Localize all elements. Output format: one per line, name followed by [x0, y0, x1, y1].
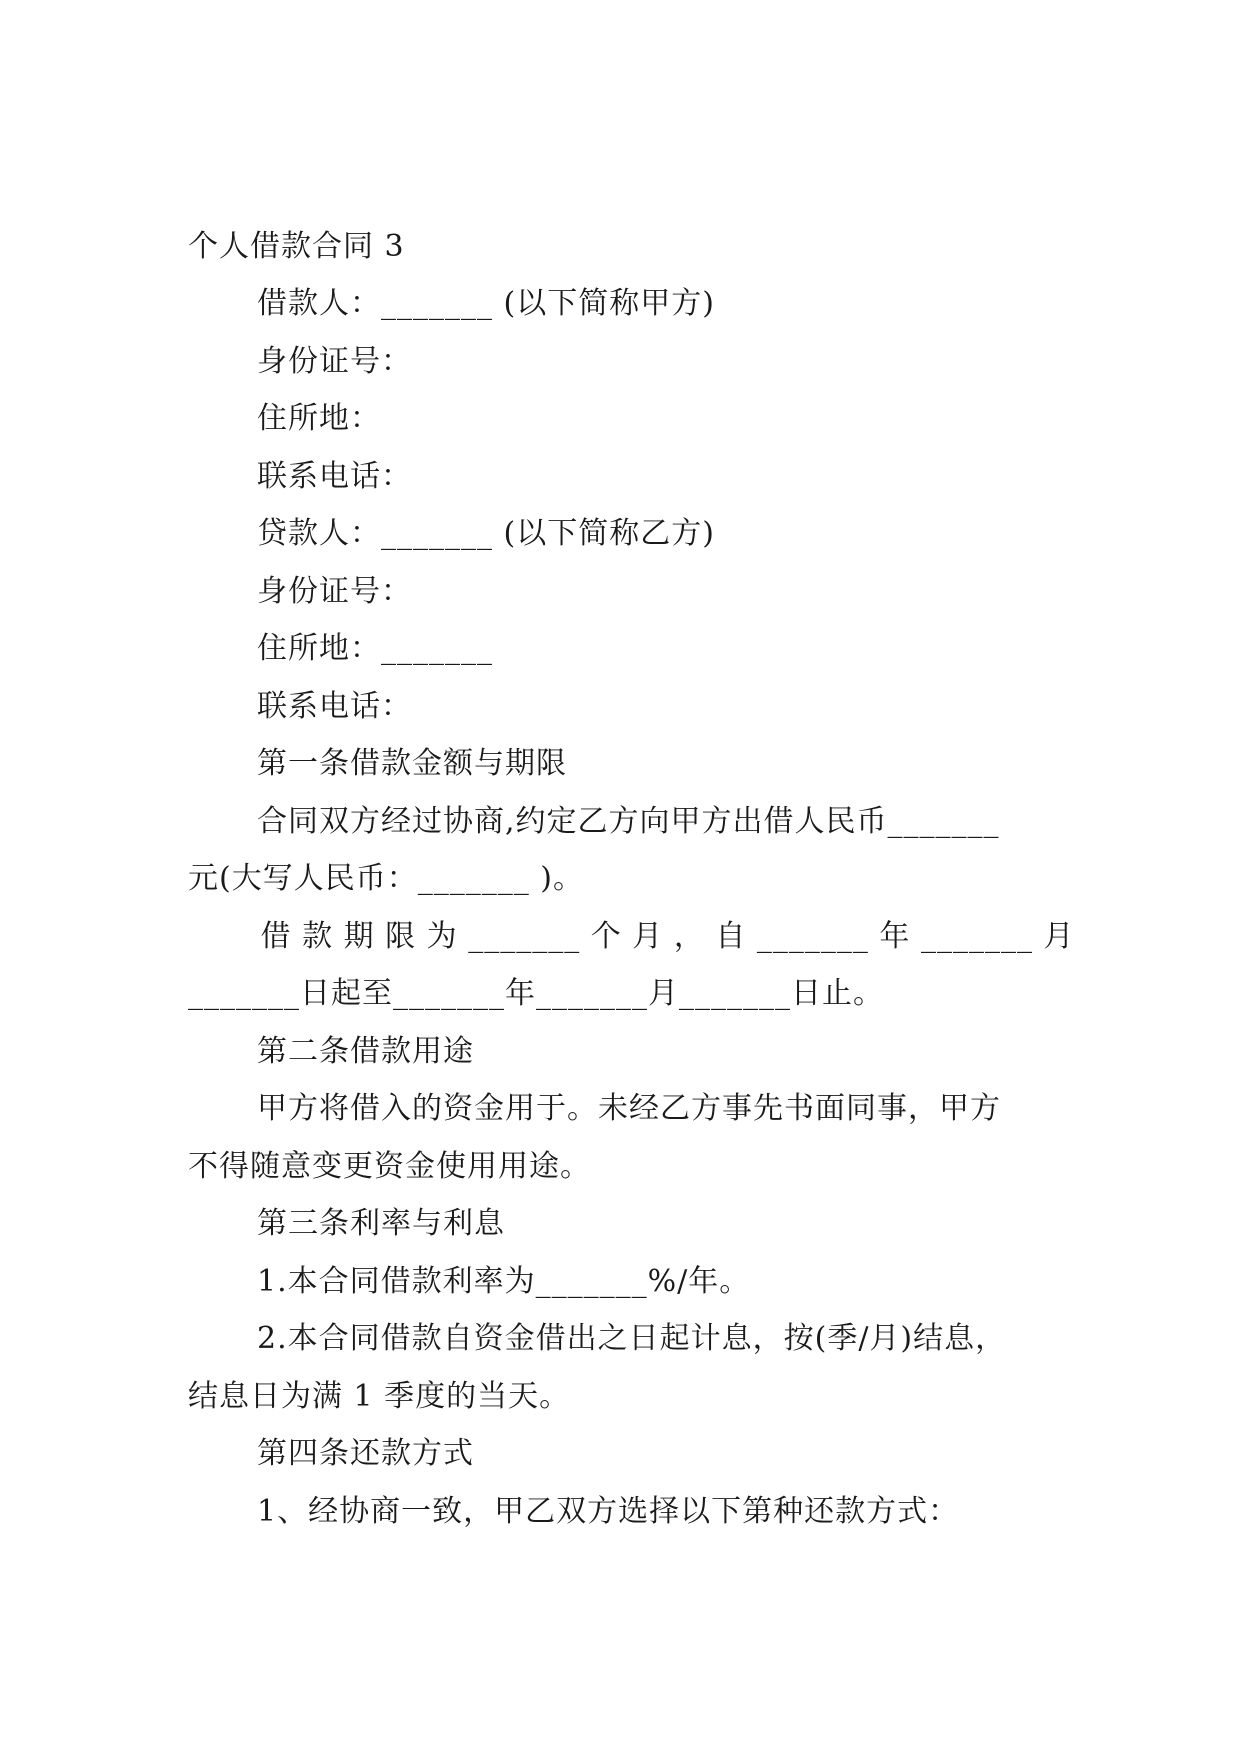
article-one-heading: 第一条借款金额与期限 — [257, 746, 567, 781]
loan-term-line-1: 借 款 期 限 为 _______ 个 月 ， 自 _______ 年 _______ 月 — [250, 919, 1075, 954]
repayment-method-line: 1、经协商一致，甲乙双方选择以下第种还款方式： — [257, 1494, 960, 1529]
interest-rate-line: 1.本合同借款利率为_______%/年。 — [257, 1264, 751, 1299]
loan-term-line-2: _______日起至_______年_______月_______日止。 — [188, 976, 884, 1011]
borrower-id-line: 身份证号： — [257, 344, 412, 379]
document-title: 个人借款合同 3 — [188, 229, 405, 264]
interest-accrual-line-1: 2.本合同借款自资金借出之日起计息，按(季/月)结息， — [257, 1321, 1007, 1356]
lender-id-line: 身份证号： — [257, 574, 412, 609]
borrower-address-line: 住所地： — [257, 401, 381, 436]
article-two-heading: 第二条借款用途 — [257, 1034, 474, 1069]
article-four-heading: 第四条还款方式 — [257, 1436, 474, 1471]
lender-address-line: 住所地：_______ — [257, 631, 493, 666]
article-one-paragraph-line-2: 元(大写人民币：_______ )。 — [188, 861, 584, 896]
borrower-line: 借款人：_______ (以下简称甲方) — [257, 286, 715, 321]
article-three-heading: 第三条利率与利息 — [257, 1206, 505, 1241]
interest-accrual-line-2: 结息日为满 1 季度的当天。 — [188, 1379, 571, 1414]
article-two-paragraph-line-2: 不得随意变更资金使用用途。 — [188, 1149, 591, 1184]
borrower-phone-line: 联系电话： — [257, 459, 412, 494]
lender-phone-line: 联系电话： — [257, 689, 412, 724]
article-two-paragraph-line-1: 甲方将借入的资金用于。未经乙方事先书面同事，甲方 — [257, 1091, 1001, 1126]
lender-line: 贷款人：_______ (以下简称乙方) — [257, 516, 715, 551]
article-one-paragraph-line-1: 合同双方经过协商,约定乙方向甲方出借人民币_______ — [257, 804, 1000, 839]
